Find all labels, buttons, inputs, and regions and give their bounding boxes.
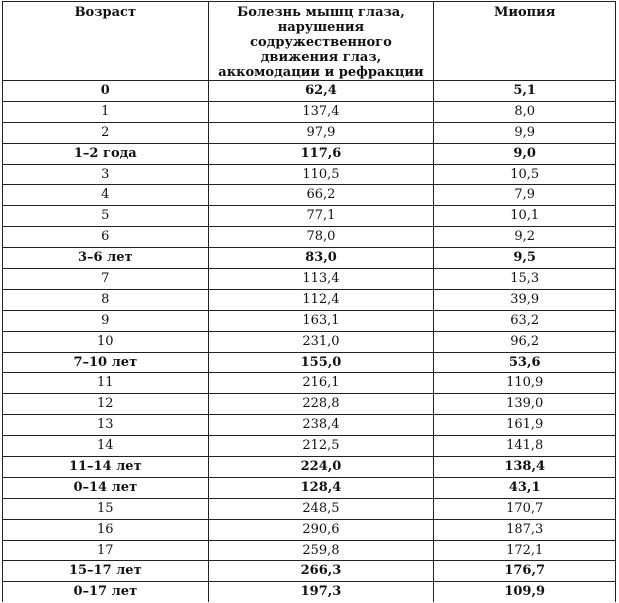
cell-eye-muscle-disease: 228,8	[208, 394, 434, 415]
table-row	[3, 227, 616, 248]
table-row-total	[3, 81, 616, 102]
table-row	[3, 436, 616, 457]
cell-eye-muscle-disease: 137,4	[208, 101, 434, 122]
cell-myopia: 8,0	[434, 101, 616, 122]
cell-myopia: 10,1	[434, 206, 616, 227]
table-row	[3, 373, 616, 394]
table-row	[3, 185, 616, 206]
cell-myopia: 138,4	[434, 457, 616, 478]
table-row	[3, 310, 616, 331]
cell-age: 13	[3, 415, 209, 436]
cell-eye-muscle-disease: 77,1	[208, 206, 434, 227]
cell-myopia: 7,9	[434, 185, 616, 206]
cell-age: 0–14 лет	[3, 477, 209, 498]
cell-eye-muscle-disease: 259,8	[208, 540, 434, 561]
cell-myopia: 9,5	[434, 248, 616, 269]
cell-age: 16	[3, 519, 209, 540]
cell-eye-muscle-disease: 224,0	[208, 457, 434, 478]
table-row	[3, 122, 616, 143]
table-row	[3, 415, 616, 436]
cell-age: 0	[3, 81, 209, 102]
cell-myopia: 170,7	[434, 498, 616, 519]
header-eye-muscle-disease: Болезнь мышц глаза, нарушения содружественного движения глаз, аккомодации и рефракции	[208, 2, 434, 81]
table-row-total	[3, 477, 616, 498]
cell-age: 12	[3, 394, 209, 415]
cell-myopia: 53,6	[434, 352, 616, 373]
cell-myopia: 9,2	[434, 227, 616, 248]
cell-myopia: 15,3	[434, 269, 616, 290]
table-row	[3, 289, 616, 310]
table-row-total	[3, 352, 616, 373]
header-myopia: Миопия	[434, 2, 616, 81]
cell-eye-muscle-disease: 238,4	[208, 415, 434, 436]
cell-age: 17	[3, 540, 209, 561]
cell-eye-muscle-disease: 113,4	[208, 269, 434, 290]
cell-myopia: 176,7	[434, 561, 616, 582]
cell-myopia: 187,3	[434, 519, 616, 540]
cell-age: 1	[3, 101, 209, 122]
cell-myopia: 5,1	[434, 81, 616, 102]
cell-age: 8	[3, 289, 209, 310]
cell-age: 11	[3, 373, 209, 394]
cell-eye-muscle-disease: 216,1	[208, 373, 434, 394]
cell-eye-muscle-disease: 197,3	[208, 582, 434, 602]
cell-eye-muscle-disease: 163,1	[208, 310, 434, 331]
table-row-total	[3, 582, 616, 602]
cell-myopia: 161,9	[434, 415, 616, 436]
cell-myopia: 9,9	[434, 122, 616, 143]
table-row-total	[3, 143, 616, 164]
cell-eye-muscle-disease: 212,5	[208, 436, 434, 457]
header-age: Возраст	[3, 2, 209, 81]
cell-age: 14	[3, 436, 209, 457]
cell-age: 9	[3, 310, 209, 331]
cell-eye-muscle-disease: 117,6	[208, 143, 434, 164]
cell-myopia: 141,8	[434, 436, 616, 457]
cell-myopia: 63,2	[434, 310, 616, 331]
cell-myopia: 39,9	[434, 289, 616, 310]
cell-age: 7	[3, 269, 209, 290]
cell-myopia: 139,0	[434, 394, 616, 415]
cell-age: 7–10 лет	[3, 352, 209, 373]
cell-eye-muscle-disease: 112,4	[208, 289, 434, 310]
table-row	[3, 498, 616, 519]
cell-age: 15–17 лет	[3, 561, 209, 582]
cell-myopia: 43,1	[434, 477, 616, 498]
cell-myopia: 9,0	[434, 143, 616, 164]
cell-eye-muscle-disease: 248,5	[208, 498, 434, 519]
cell-eye-muscle-disease: 155,0	[208, 352, 434, 373]
cell-eye-muscle-disease: 128,4	[208, 477, 434, 498]
cell-eye-muscle-disease: 266,3	[208, 561, 434, 582]
cell-age: 3–6 лет	[3, 248, 209, 269]
cell-eye-muscle-disease: 66,2	[208, 185, 434, 206]
cell-eye-muscle-disease: 97,9	[208, 122, 434, 143]
table-row-total	[3, 457, 616, 478]
table-row	[3, 331, 616, 352]
cell-eye-muscle-disease: 62,4	[208, 81, 434, 102]
cell-age: 4	[3, 185, 209, 206]
cell-age: 11–14 лет	[3, 457, 209, 478]
table-row	[3, 164, 616, 185]
cell-age: 5	[3, 206, 209, 227]
cell-age: 3	[3, 164, 209, 185]
table-row	[3, 540, 616, 561]
table-row-total	[3, 561, 616, 582]
cell-age: 6	[3, 227, 209, 248]
cell-myopia: 109,9	[434, 582, 616, 602]
cell-age: 10	[3, 331, 209, 352]
table-body	[3, 81, 616, 603]
morbidity-table	[2, 1, 616, 602]
table-row	[3, 394, 616, 415]
table-row-total	[3, 248, 616, 269]
table-row	[3, 206, 616, 227]
cell-eye-muscle-disease: 78,0	[208, 227, 434, 248]
cell-age: 2	[3, 122, 209, 143]
cell-age: 0–17 лет	[3, 582, 209, 602]
cell-myopia: 96,2	[434, 331, 616, 352]
cell-eye-muscle-disease: 231,0	[208, 331, 434, 352]
cell-eye-muscle-disease: 290,6	[208, 519, 434, 540]
cell-age: 15	[3, 498, 209, 519]
table-header-row	[3, 2, 616, 81]
cell-eye-muscle-disease: 110,5	[208, 164, 434, 185]
cell-myopia: 110,9	[434, 373, 616, 394]
cell-eye-muscle-disease: 83,0	[208, 248, 434, 269]
cell-myopia: 172,1	[434, 540, 616, 561]
cell-age: 1–2 года	[3, 143, 209, 164]
table-row	[3, 519, 616, 540]
table-row	[3, 269, 616, 290]
table-row	[3, 101, 616, 122]
cell-myopia: 10,5	[434, 164, 616, 185]
